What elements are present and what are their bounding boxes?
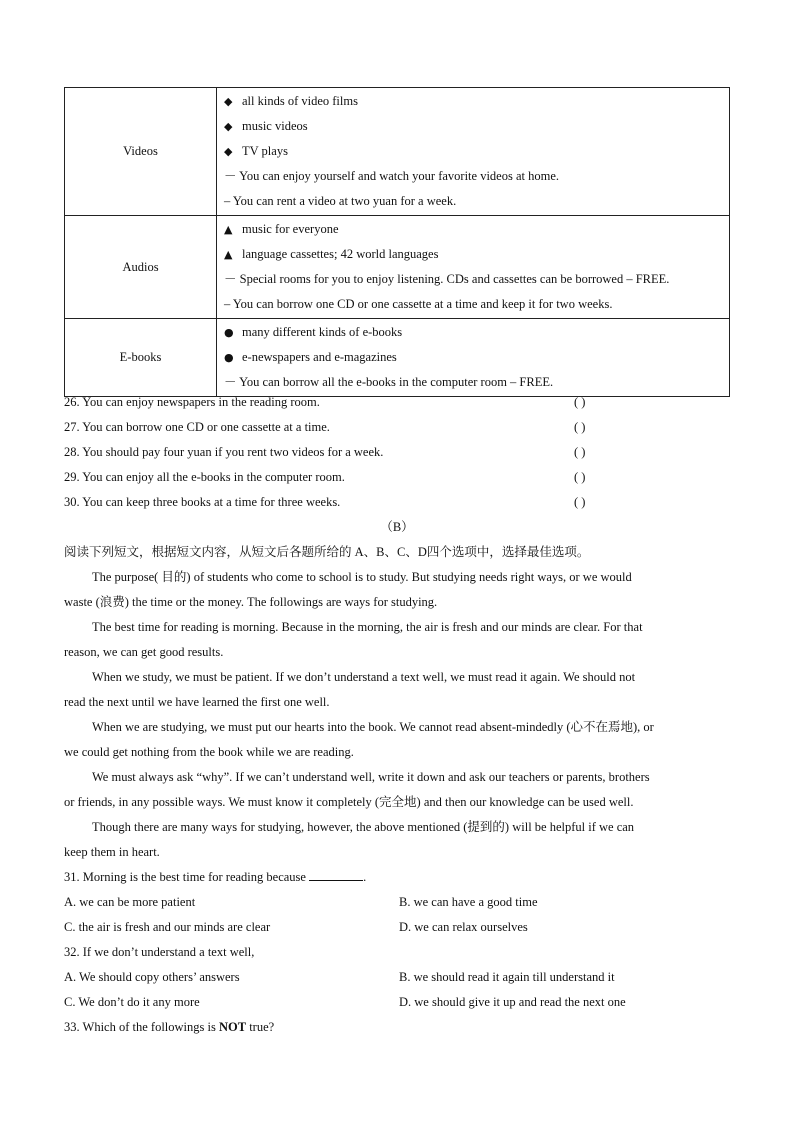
passage-line: The purpose( 目的) of students who come to school is to study. But studying needs right ways, or we would bbox=[92, 570, 632, 584]
passage-line: When we are studying, we must put our hearts into the book. We cannot read absent-mindedly (心不在焉地), or bbox=[92, 720, 654, 734]
table-row bbox=[65, 319, 730, 397]
diamond-bullet-icon: ◆ bbox=[224, 145, 233, 158]
table-row bbox=[65, 216, 730, 319]
answer-blank[interactable]: ( ) bbox=[574, 420, 586, 434]
passage-line: reason, we can get good results. bbox=[64, 645, 224, 659]
library-services-table bbox=[64, 87, 730, 397]
list-item: ◆ TV plays bbox=[224, 139, 729, 164]
circle-bullet-icon: ● bbox=[224, 351, 234, 364]
passage-line: or friends, in any possible ways. We must know it completely (完全地) and then our knowledge can be used well. bbox=[64, 795, 634, 809]
passage-line: waste (浪费) the time or the money. The followings are ways for studying. bbox=[64, 595, 438, 609]
question-29: 29. You can enjoy all the e-books in the computer room. ( ) bbox=[64, 465, 730, 490]
option-a[interactable]: A. we can be more patient bbox=[64, 895, 196, 909]
option-d[interactable]: D. we can relax ourselves bbox=[399, 920, 528, 934]
passage-line: keep them in heart. bbox=[64, 845, 160, 859]
section-heading: （B） bbox=[380, 520, 414, 534]
triangle-bullet-icon: ▲ bbox=[224, 223, 233, 236]
list-item: ● e-newspapers and e-magazines bbox=[224, 345, 729, 370]
table-row bbox=[65, 88, 730, 216]
category-cell: E-books bbox=[65, 319, 217, 397]
option-d[interactable]: D. we should give it up and read the next one bbox=[399, 995, 626, 1009]
question-28: 28. You should pay four yuan if you rent two videos for a week. ( ) bbox=[64, 440, 730, 465]
options-row bbox=[64, 890, 734, 915]
answer-blank[interactable]: ( ) bbox=[574, 470, 586, 484]
answer-blank[interactable]: ( ) bbox=[574, 445, 586, 459]
note-line: – You can rent a video at two yuan for a week. bbox=[224, 194, 457, 208]
instruction: 阅读下列短文，根据短文内容，从短文后各题所给的 A、B、C、D四个选项中，选择最佳选项。 bbox=[64, 545, 590, 559]
question-33-stem: 33. Which of the followings is NOT true? bbox=[64, 1020, 275, 1034]
note-line: － You can enjoy yourself and watch your favorite videos at home. bbox=[224, 169, 559, 183]
passage-line: The best time for reading is morning. Because in the morning, the air is fresh and our minds are clear. For that bbox=[92, 620, 643, 634]
category-cell: Audios bbox=[65, 216, 217, 319]
options-row bbox=[64, 990, 734, 1015]
list-item: ◆ all kinds of video films bbox=[224, 89, 729, 114]
diamond-bullet-icon: ◆ bbox=[224, 95, 233, 108]
option-a[interactable]: A. We should copy others’ answers bbox=[64, 970, 240, 984]
note-line: － You can borrow all the e-books in the computer room – FREE. bbox=[224, 375, 554, 389]
note-line: – You can borrow one CD or one cassette at a time and keep it for two weeks. bbox=[224, 297, 613, 311]
triangle-bullet-icon: ▲ bbox=[224, 248, 233, 261]
passage-line: we could get nothing from the book while we are reading. bbox=[64, 745, 354, 759]
diamond-bullet-icon: ◆ bbox=[224, 120, 233, 133]
option-b[interactable]: B. we should read it again till understand it bbox=[399, 970, 615, 984]
description-cell bbox=[217, 319, 730, 397]
question-32-stem: 32. If we don’t understand a text well, bbox=[64, 945, 255, 959]
emphasis-not: NOT bbox=[218, 1020, 247, 1034]
answer-blank-line[interactable] bbox=[309, 866, 363, 881]
options-row bbox=[64, 915, 734, 940]
option-c[interactable]: C. We don’t do it any more bbox=[64, 995, 200, 1009]
note-line: － Special rooms for you to enjoy listening. CDs and cassettes can be borrowed – FREE. bbox=[224, 272, 670, 286]
description-cell bbox=[217, 88, 730, 216]
answer-blank[interactable]: ( ) bbox=[574, 395, 586, 409]
option-b[interactable]: B. we can have a good time bbox=[399, 895, 538, 909]
description-cell bbox=[217, 216, 730, 319]
category-cell: Videos bbox=[65, 88, 217, 216]
reading-section bbox=[64, 540, 734, 1040]
question-31-stem: 31. Morning is the best time for reading because . bbox=[64, 865, 734, 890]
list-item: ◆ music videos bbox=[224, 114, 729, 139]
answer-blank[interactable]: ( ) bbox=[574, 495, 586, 509]
passage-line: read the next until we have learned the first one well. bbox=[64, 695, 330, 709]
list-item: ● many different kinds of e-books bbox=[224, 320, 729, 345]
true-false-questions bbox=[64, 390, 730, 515]
list-item: ▲ language cassettes; 42 world languages bbox=[224, 242, 729, 267]
question-26: 26. You can enjoy newspapers in the reading room. ( ) bbox=[64, 390, 730, 415]
question-30: 30. You can keep three books at a time for three weeks. ( ) bbox=[64, 490, 730, 515]
passage-line: When we study, we must be patient. If we don’t understand a text well, we must read it again. We should not bbox=[92, 670, 636, 684]
option-c[interactable]: C. the air is fresh and our minds are clear bbox=[64, 920, 271, 934]
passage-line: Though there are many ways for studying, however, the above mentioned (提到的) will be helpful if we can bbox=[92, 820, 635, 834]
passage-line: We must always ask “why”. If we can’t understand well, write it down and ask our teachers or parents, brothers bbox=[92, 770, 650, 784]
question-27: 27. You can borrow one CD or one cassette at a time. ( ) bbox=[64, 415, 730, 440]
circle-bullet-icon: ● bbox=[224, 326, 234, 339]
list-item: ▲ music for everyone bbox=[224, 217, 729, 242]
options-row bbox=[64, 965, 734, 990]
